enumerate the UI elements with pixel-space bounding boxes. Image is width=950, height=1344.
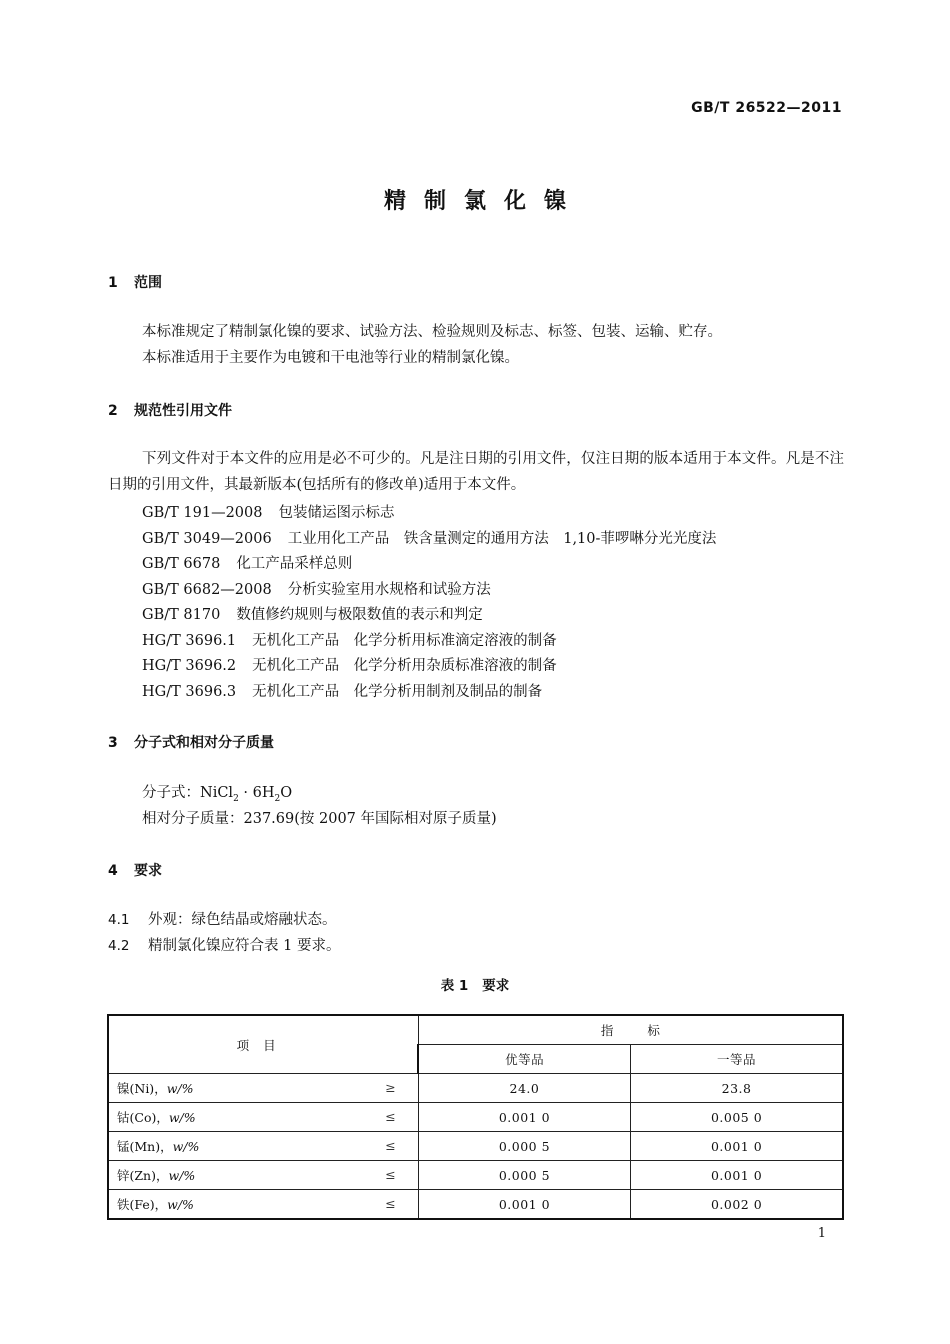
reference-item	[142, 680, 542, 701]
formula-label: 分子式：	[142, 785, 200, 801]
reference-item	[142, 578, 491, 599]
reference-name: 无机化工产品 化学分析用标准滴定溶液的制备	[252, 633, 557, 649]
header-grade-first: 一等品	[631, 1045, 843, 1074]
table-caption-title: 要求	[482, 978, 510, 994]
item-cell: 镍(Ni)，w/% ≥	[108, 1074, 418, 1103]
standard-code: GB/T 26522—2011	[691, 100, 842, 116]
value-first: 0.005 0	[631, 1103, 843, 1132]
table-row	[108, 1190, 843, 1220]
section-number: 2	[108, 403, 118, 419]
reference-code: GB/T 3049—2006	[142, 531, 272, 547]
clause-text: 精制氯化镍应符合表 1 要求。	[148, 938, 341, 954]
section-number: 1	[108, 275, 118, 291]
section-heading-molecular-formula	[108, 732, 274, 752]
document-title: 精制氯化镍	[383, 189, 584, 214]
table-caption-label: 表 1	[440, 978, 469, 994]
clause-number: 4.2	[108, 938, 130, 954]
section-title: 要求	[134, 863, 162, 879]
clause-4-2	[108, 934, 340, 955]
reference-code: HG/T 3696.2	[142, 658, 237, 674]
page-number: 1	[817, 1226, 826, 1241]
header-grade-superior: 优等品	[418, 1045, 630, 1074]
section-title: 分子式和相对分子质量	[134, 735, 274, 751]
value-first: 0.002 0	[631, 1190, 843, 1220]
section-number: 3	[108, 735, 118, 751]
paragraph: 本标准规定了精制氯化镍的要求、试验方法、检验规则及标志、标签、包装、运输、贮存。	[142, 324, 722, 340]
reference-code: GB/T 6682—2008	[142, 582, 272, 598]
item-cell: 铁(Fe)，w/% ≤	[108, 1190, 418, 1220]
item-cell: 钴(Co)，w/% ≤	[108, 1103, 418, 1132]
reference-name: 数值修约规则与极限数值的表示和判定	[236, 607, 483, 623]
reference-item	[142, 654, 557, 675]
header-index: 指标	[418, 1015, 843, 1045]
value-superior: 0.001 0	[418, 1190, 630, 1220]
value-first: 23.8	[631, 1074, 843, 1103]
reference-name: 包装储运图示标志	[278, 505, 395, 521]
reference-item	[142, 527, 716, 548]
reference-name: 无机化工产品 化学分析用杂质标准溶液的制备	[252, 658, 557, 674]
table-row	[108, 1161, 843, 1190]
molecular-formula-line	[142, 781, 292, 804]
reference-name: 分析实验室用水规格和试验方法	[287, 582, 491, 598]
reference-code: HG/T 3696.3	[142, 684, 237, 700]
value-first: 0.001 0	[631, 1161, 843, 1190]
value-superior: 24.0	[418, 1074, 630, 1103]
table-caption	[0, 974, 950, 994]
value-superior: 0.000 5	[418, 1161, 630, 1190]
value-superior: 0.001 0	[418, 1103, 630, 1132]
reference-code: HG/T 3696.1	[142, 633, 237, 649]
section-title: 规范性引用文件	[134, 403, 232, 419]
item-cell: 锰(Mn)，w/% ≤	[108, 1132, 418, 1161]
section-title: 范围	[134, 275, 162, 291]
item-cell: 锌(Zn)，w/% ≤	[108, 1161, 418, 1190]
value-first: 0.001 0	[631, 1132, 843, 1161]
section-number: 4	[108, 863, 118, 879]
reference-item	[142, 552, 352, 573]
section-heading-requirements	[108, 860, 162, 880]
reference-code: GB/T 191—2008	[142, 505, 263, 521]
relative-molecular-mass: 相对分子质量：237.69(按 2007 年国际相对原子质量)	[142, 811, 497, 827]
operator: ≤	[385, 1109, 396, 1124]
header-item: 项目	[108, 1015, 418, 1074]
table-row	[108, 1132, 843, 1161]
reference-code: GB/T 6678	[142, 556, 221, 572]
operator: ≤	[385, 1138, 396, 1153]
table-row	[108, 1103, 843, 1132]
reference-name: 无机化工产品 化学分析用制剂及制品的制备	[252, 684, 543, 700]
clause-text: 外观：绿色结晶或熔融状态。	[148, 912, 337, 928]
reference-item	[142, 629, 557, 650]
reference-name: 工业用化工产品 铁含量测定的通用方法 1,10-菲啰啉分光光度法	[287, 531, 717, 547]
reference-item	[142, 603, 483, 624]
paragraph: 下列文件对于本文件的应用是必不可少的。凡是注日期的引用文件，仅注日期的版本适用于本文件。凡是不注日期的引用文件，其最新版本(包括所有的修改单)适用于本文件。	[108, 451, 844, 493]
operator: ≥	[385, 1080, 396, 1095]
reference-code: GB/T 8170	[142, 607, 221, 623]
paragraph: 本标准适用于主要作为电镀和干电池等行业的精制氯化镍。	[142, 350, 519, 366]
table-row	[108, 1074, 843, 1103]
value-superior: 0.000 5	[418, 1132, 630, 1161]
reference-name: 化工产品采样总则	[236, 556, 353, 572]
molecular-formula: NiCl$_2$ · $6H_2O$	[200, 785, 293, 804]
operator: ≤	[385, 1167, 396, 1182]
requirements-table	[107, 1014, 844, 1220]
clause-number: 4.1	[108, 912, 130, 928]
clause-4-1	[108, 908, 337, 929]
reference-item	[142, 501, 394, 522]
operator: ≤	[385, 1196, 396, 1211]
section-heading-scope	[108, 272, 162, 292]
section-heading-normative-references	[108, 400, 232, 420]
